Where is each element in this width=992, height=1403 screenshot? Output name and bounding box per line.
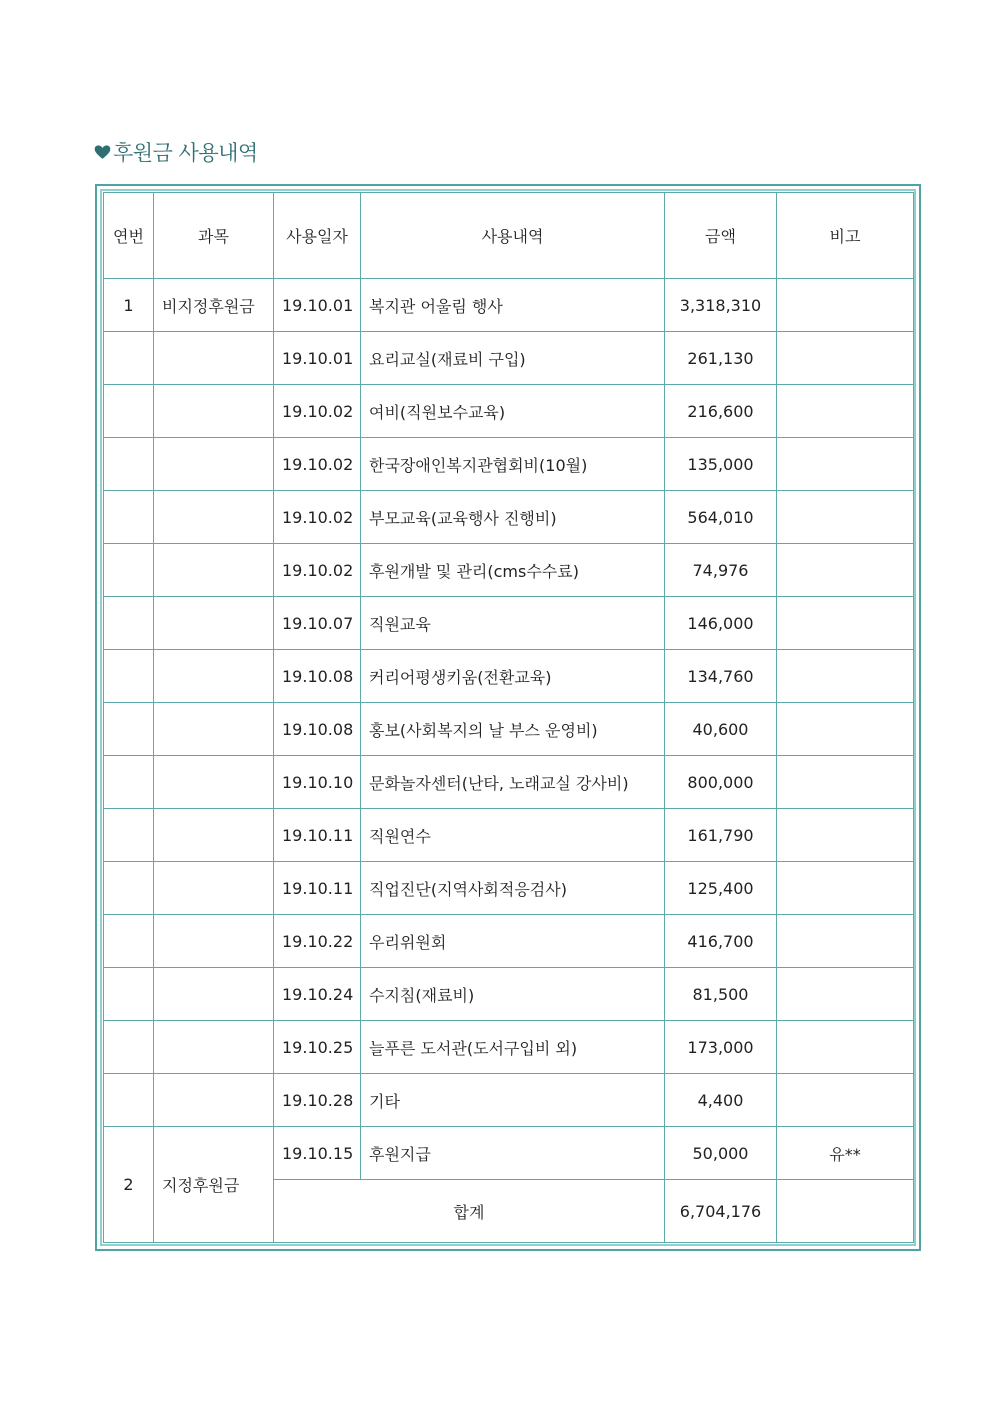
cell-amount: 173,000 xyxy=(665,1021,777,1074)
cell-amount: 125,400 xyxy=(665,862,777,915)
table-row xyxy=(104,597,914,650)
cell-no xyxy=(104,862,154,915)
cell-no xyxy=(104,1021,154,1074)
table-row xyxy=(104,1074,914,1127)
cell-description: 문화놀자센터(난타, 노래교실 강사비) xyxy=(361,756,665,809)
cell-description: 후원개발 및 관리(cms수수료) xyxy=(361,544,665,597)
cell-no: 2 xyxy=(104,1127,154,1243)
cell-date: 19.10.25 xyxy=(274,1021,361,1074)
cell-description: 복지관 어울림 행사 xyxy=(361,279,665,332)
cell-amount: 3,318,310 xyxy=(665,279,777,332)
cell-date: 19.10.28 xyxy=(274,1074,361,1127)
cell-no xyxy=(104,385,154,438)
cell-note xyxy=(777,279,914,332)
cell-description: 직업진단(지역사회적응검사) xyxy=(361,862,665,915)
cell-no xyxy=(104,809,154,862)
cell-no: 1 xyxy=(104,279,154,332)
section-title xyxy=(94,137,258,167)
cell-no xyxy=(104,597,154,650)
cell-date: 19.10.11 xyxy=(274,862,361,915)
cell-subject xyxy=(154,862,274,915)
cell-note xyxy=(777,862,914,915)
cell-description: 후원지급 xyxy=(361,1127,665,1180)
cell-amount: 261,130 xyxy=(665,332,777,385)
cell-amount: 50,000 xyxy=(665,1127,777,1180)
cell-no xyxy=(104,650,154,703)
cell-subject xyxy=(154,544,274,597)
cell-note xyxy=(777,491,914,544)
cell-amount: 74,976 xyxy=(665,544,777,597)
cell-note xyxy=(777,809,914,862)
cell-subject xyxy=(154,809,274,862)
cell-date: 19.10.01 xyxy=(274,279,361,332)
table-row xyxy=(104,650,914,703)
total-amount: 6,704,176 xyxy=(665,1180,777,1243)
cell-description: 한국장애인복지관협회비(10월) xyxy=(361,438,665,491)
cell-no xyxy=(104,756,154,809)
cell-description: 여비(직원보수교육) xyxy=(361,385,665,438)
cell-note xyxy=(777,650,914,703)
header-subject: 과목 xyxy=(154,193,274,279)
cell-note xyxy=(777,968,914,1021)
cell-amount: 161,790 xyxy=(665,809,777,862)
cell-date: 19.10.07 xyxy=(274,597,361,650)
cell-amount: 800,000 xyxy=(665,756,777,809)
cell-subject xyxy=(154,703,274,756)
cell-subject xyxy=(154,968,274,1021)
cell-note xyxy=(777,1074,914,1127)
cell-date: 19.10.15 xyxy=(274,1127,361,1180)
cell-no xyxy=(104,438,154,491)
table-row xyxy=(104,438,914,491)
cell-subject xyxy=(154,650,274,703)
cell-description: 부모교육(교육행사 진행비) xyxy=(361,491,665,544)
cell-date: 19.10.02 xyxy=(274,491,361,544)
cell-amount: 135,000 xyxy=(665,438,777,491)
cell-amount: 134,760 xyxy=(665,650,777,703)
table-row xyxy=(104,862,914,915)
section-title-text: 후원금 사용내역 xyxy=(113,141,258,165)
cell-no xyxy=(104,332,154,385)
header-description: 사용내역 xyxy=(361,193,665,279)
header-note: 비고 xyxy=(777,193,914,279)
cell-note xyxy=(777,756,914,809)
cell-subject: 비지정후원금 xyxy=(154,279,274,332)
heart-icon xyxy=(94,144,111,161)
cell-note xyxy=(777,703,914,756)
table-row xyxy=(104,1127,914,1180)
cell-subject xyxy=(154,332,274,385)
header-amount: 금액 xyxy=(665,193,777,279)
table-row xyxy=(104,491,914,544)
cell-date: 19.10.02 xyxy=(274,385,361,438)
cell-description: 수지침(재료비) xyxy=(361,968,665,1021)
cell-subject xyxy=(154,915,274,968)
cell-amount: 146,000 xyxy=(665,597,777,650)
cell-note xyxy=(777,1021,914,1074)
cell-subject xyxy=(154,1074,274,1127)
cell-date: 19.10.01 xyxy=(274,332,361,385)
cell-description: 기타 xyxy=(361,1074,665,1127)
cell-subject xyxy=(154,1021,274,1074)
cell-date: 19.10.24 xyxy=(274,968,361,1021)
header-no: 연번 xyxy=(104,193,154,279)
cell-note xyxy=(777,915,914,968)
cell-note xyxy=(777,438,914,491)
cell-subject xyxy=(154,385,274,438)
cell-date: 19.10.08 xyxy=(274,703,361,756)
cell-note xyxy=(777,385,914,438)
cell-no xyxy=(104,491,154,544)
table-row xyxy=(104,703,914,756)
donation-usage-table xyxy=(103,192,914,1243)
cell-amount: 81,500 xyxy=(665,968,777,1021)
cell-no xyxy=(104,703,154,756)
cell-date: 19.10.11 xyxy=(274,809,361,862)
cell-note: 유** xyxy=(777,1127,914,1180)
cell-amount: 40,600 xyxy=(665,703,777,756)
cell-date: 19.10.22 xyxy=(274,915,361,968)
cell-amount: 216,600 xyxy=(665,385,777,438)
cell-amount: 564,010 xyxy=(665,491,777,544)
cell-subject xyxy=(154,756,274,809)
cell-subject xyxy=(154,438,274,491)
table-row xyxy=(104,756,914,809)
header-date: 사용일자 xyxy=(274,193,361,279)
cell-description: 커리어평생키움(전환교육) xyxy=(361,650,665,703)
table-row xyxy=(104,809,914,862)
table-row xyxy=(104,968,914,1021)
cell-no xyxy=(104,544,154,597)
cell-subject xyxy=(154,597,274,650)
cell-subject xyxy=(154,491,274,544)
cell-note xyxy=(777,597,914,650)
cell-no xyxy=(104,915,154,968)
table-row xyxy=(104,1021,914,1074)
cell-amount: 4,400 xyxy=(665,1074,777,1127)
cell-description: 직원연수 xyxy=(361,809,665,862)
cell-description: 늘푸른 도서관(도서구입비 외) xyxy=(361,1021,665,1074)
cell-description: 직원교육 xyxy=(361,597,665,650)
cell-description: 요리교실(재료비 구입) xyxy=(361,332,665,385)
cell-amount: 416,700 xyxy=(665,915,777,968)
cell-date: 19.10.02 xyxy=(274,438,361,491)
cell-description: 홍보(사회복지의 날 부스 운영비) xyxy=(361,703,665,756)
table-row xyxy=(104,915,914,968)
total-note xyxy=(777,1180,914,1243)
cell-date: 19.10.08 xyxy=(274,650,361,703)
table-row xyxy=(104,279,914,332)
cell-date: 19.10.02 xyxy=(274,544,361,597)
total-label: 합계 xyxy=(274,1180,665,1243)
table-row xyxy=(104,385,914,438)
cell-note xyxy=(777,332,914,385)
cell-no xyxy=(104,968,154,1021)
cell-date: 19.10.10 xyxy=(274,756,361,809)
cell-no xyxy=(104,1074,154,1127)
cell-note xyxy=(777,544,914,597)
cell-subject: 지정후원금 xyxy=(154,1127,274,1243)
table-row xyxy=(104,544,914,597)
table-row xyxy=(104,332,914,385)
table-header-row xyxy=(104,193,914,279)
cell-description: 우리위원회 xyxy=(361,915,665,968)
